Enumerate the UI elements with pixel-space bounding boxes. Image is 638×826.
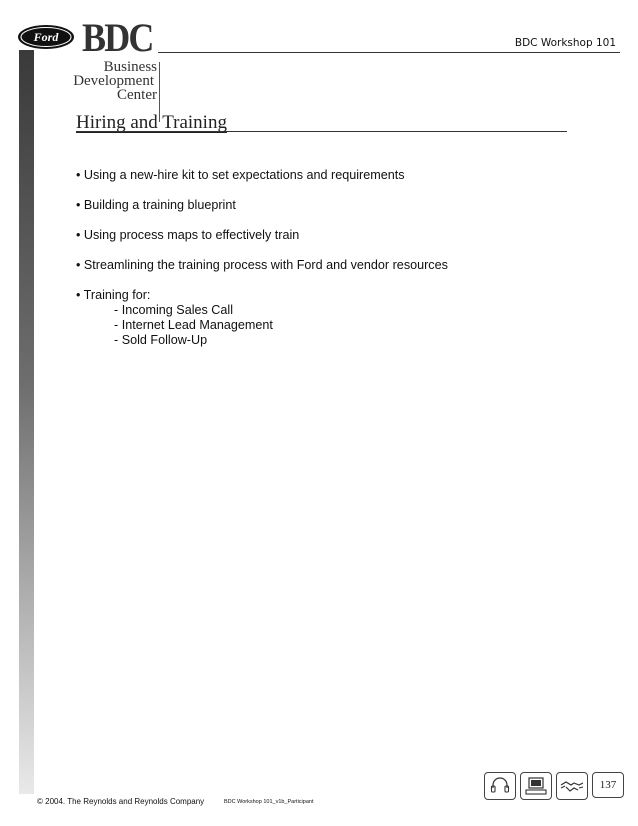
computer-icon xyxy=(524,776,548,796)
bdc-logo xyxy=(16,15,166,108)
computer-icon-box xyxy=(520,772,552,800)
doc-id: BDC Workshop 101_v1b_Participant xyxy=(224,799,314,805)
page-number: 137 xyxy=(592,772,624,798)
page-title: Hiring and Training xyxy=(76,112,227,133)
bullet-item: • Streamlining the training process with Ford and vendor resources xyxy=(76,258,448,272)
workshop-label: BDC Workshop 101 xyxy=(514,37,616,49)
headset-icon xyxy=(489,776,511,796)
left-gradient-bar xyxy=(19,50,34,794)
header-rule xyxy=(158,52,620,53)
logo-line-development: Development xyxy=(73,73,154,89)
sub-item: - Sold Follow-Up xyxy=(114,333,208,347)
ford-wordmark: Ford xyxy=(33,30,59,44)
copyright: © 2004. The Reynolds and Reynolds Company xyxy=(37,797,205,806)
sub-item: - Incoming Sales Call xyxy=(114,303,233,317)
bullet-item: • Using a new-hire kit to set expectations and requirements xyxy=(76,168,405,182)
bullet-item: • Building a training blueprint xyxy=(76,198,236,212)
logo-line-business: Business xyxy=(103,59,157,75)
sub-item: - Internet Lead Management xyxy=(114,318,273,332)
bullet-list xyxy=(76,168,448,348)
bdc-wordmark: BDC xyxy=(82,15,153,60)
handshake-icon xyxy=(559,776,585,796)
logo-line-center: Center xyxy=(117,87,157,103)
bullet-item-training-for: • Training for: xyxy=(76,288,151,302)
ford-oval-icon xyxy=(16,22,76,52)
bullet-item: • Using process maps to effectively train xyxy=(76,228,300,242)
handshake-icon-box xyxy=(556,772,588,800)
title-rule xyxy=(76,131,567,132)
headset-icon-box xyxy=(484,772,516,800)
footer-icons xyxy=(484,772,624,800)
